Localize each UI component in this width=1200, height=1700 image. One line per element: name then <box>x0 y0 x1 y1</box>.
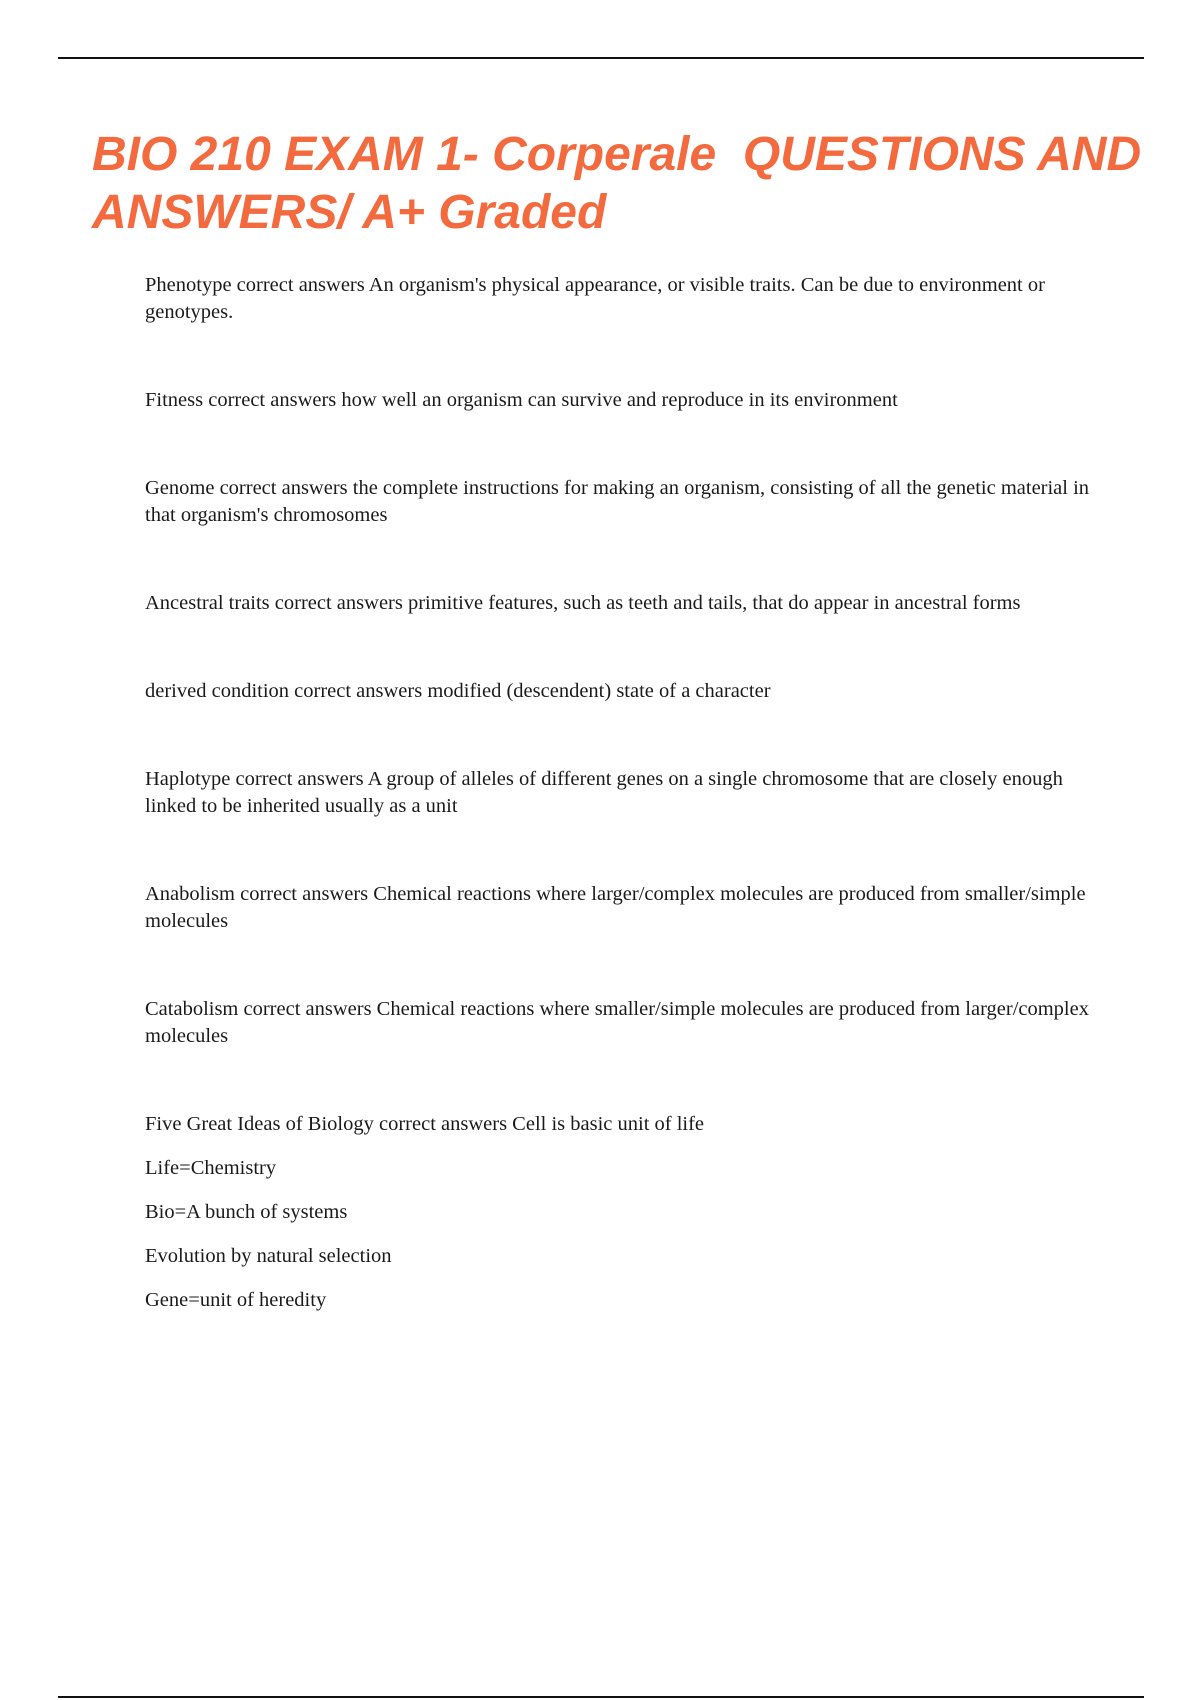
entry-genome: Genome correct answers the complete instructions for making an organism, consisting of all the genetic material in that organism's chromosomes <box>145 477 1090 526</box>
entry-derived-condition: derived condition correct answers modified (descendent) state of a character <box>145 680 771 702</box>
idea-item: Life=Chemistry <box>145 1157 277 1179</box>
entry-five-great-ideas: Five Great Ideas of Biology correct answers Cell is basic unit of life <box>145 1113 705 1135</box>
entry-anabolism: Anabolism correct answers Chemical reactions where larger/complex molecules are produced from smaller/simple molecules <box>145 883 1086 932</box>
idea-item: Evolution by natural selection <box>145 1245 392 1267</box>
entry-phenotype: Phenotype correct answers An organism's physical appearance, or visible traits. Can be due to environment or genotypes. <box>145 274 1045 323</box>
idea-item: Gene=unit of heredity <box>145 1289 327 1311</box>
five-great-ideas-list <box>145 1155 1090 1314</box>
entry-catabolism: Catabolism correct answers Chemical reactions where smaller/simple molecules are produced from larger/complex molecules <box>145 998 1089 1047</box>
entry-haplotype: Haplotype correct answers A group of alleles of different genes on a single chromosome that are closely enough linked to be inherited usually as a unit <box>145 768 1063 817</box>
top-rule <box>58 57 1144 59</box>
document-title: BIO 210 EXAM 1- Corperale QUESTIONS AND ANSWERS/ A+ Graded <box>92 128 1153 239</box>
entry-fitness: Fitness correct answers how well an organism can survive and reproduce in its environment <box>145 389 898 411</box>
idea-item: Bio=A bunch of systems <box>145 1201 348 1223</box>
entry-ancestral-traits: Ancestral traits correct answers primitive features, such as teeth and tails, that do appear in ancestral forms <box>145 592 1021 614</box>
qa-entries <box>145 272 1090 1314</box>
bottom-rule <box>58 1696 1144 1698</box>
